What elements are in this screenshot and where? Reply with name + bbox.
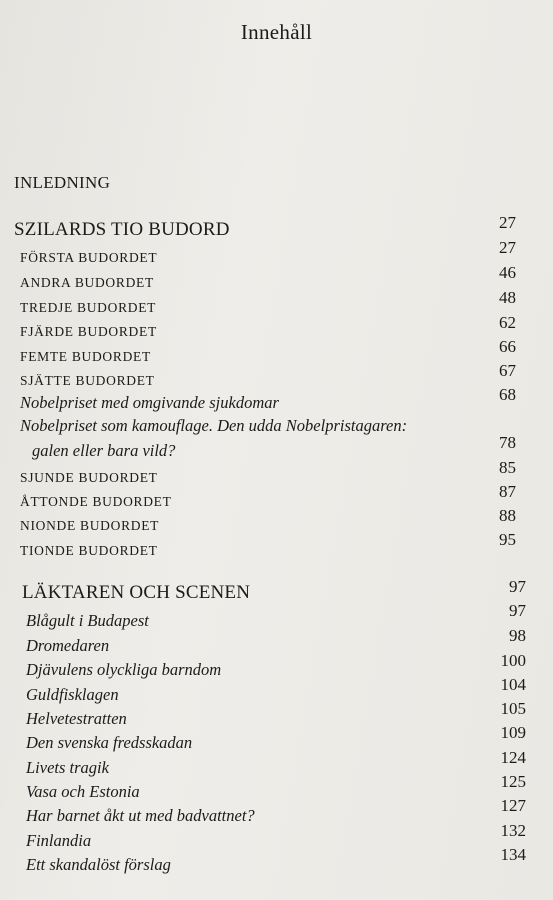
toc-entry-label: Ett skandalöst förslag [26,855,171,874]
toc-section-heading: LÄKTAREN OCH SCENEN [22,582,251,603]
toc-entry-page: 125 [500,772,526,791]
toc-section-page: 27 [499,213,516,232]
toc-entry-page: 85 [499,458,516,477]
toc-entry-label: Finlandia [26,831,92,850]
toc-entry-page: 132 [500,821,526,840]
toc-entry-label: Livets tragik [26,758,109,777]
toc-entry-page: 127 [500,796,526,815]
toc-entry-label: TIONDE BUDORDET [20,543,158,558]
toc-section-page: 97 [509,577,526,596]
toc-entry-page: 100 [500,651,526,670]
toc-entry-label: Djävulens olyckliga barndom [26,660,222,679]
toc-section-heading: SZILARDS TIO BUDORD [14,219,230,240]
toc-entry-page: 124 [500,748,526,767]
toc-entry-page: 105 [500,699,526,718]
toc-entry-page: 87 [499,482,516,501]
toc-entry-page: 109 [500,723,526,742]
toc-entry-label: galen eller bara vild? [32,441,176,460]
toc-entry-label: Helvetestratten [26,709,127,728]
toc-entry-page: 62 [499,313,516,332]
toc-entry-page: 97 [509,601,526,620]
toc-entry-label: FJÄRDE BUDORDET [20,324,157,339]
toc-entry-label: FEMTE BUDORDET [20,349,151,364]
toc-entry-label: ÅTTONDE BUDORDET [20,494,172,509]
toc-entry-label: Vasa och Estonia [26,782,140,801]
toc-introduction: INLEDNING [14,173,111,192]
toc-entry-page: 67 [499,361,516,380]
toc-entry-label: FÖRSTA BUDORDET [20,250,158,265]
toc-entry-label: Har barnet åkt ut med badvattnet? [26,806,255,825]
toc-entry-page: 66 [499,337,516,356]
toc-entry-label: Dromedaren [26,636,110,655]
toc-entry-page: 88 [499,506,516,525]
page-title: Innehåll [240,20,313,44]
toc-entry-label: Nobelpriset som kamouflage. Den udda Nobelpristagaren: [20,416,408,435]
toc-entry-label: TREDJE BUDORDET [20,300,157,315]
toc-entry-page: 27 [499,238,516,257]
toc-entry-page: 48 [499,288,516,307]
toc-entry-label: ANDRA BUDORDET [20,275,154,290]
toc-entry-label: Nobelpriset med omgivande sjukdomar [20,393,279,412]
toc-entry-label: Blågult i Budapest [26,611,149,630]
toc-entry-label: SJUNDE BUDORDET [20,470,158,485]
toc-entry-page: 68 [499,385,516,404]
toc-entry-label: Guldfisklagen [26,685,119,704]
toc-entry-label: Den svenska fredsskadan [26,733,193,752]
toc-entry-label: NIONDE BUDORDET [20,518,160,533]
toc-entry-page: 46 [499,263,516,282]
toc-entry-page: 78 [499,433,516,452]
toc-entry-page: 95 [499,530,516,549]
toc-entry-page: 104 [500,675,526,694]
toc-entry-page: 134 [500,845,526,864]
toc-entry-label: SJÄTTE BUDORDET [20,373,155,388]
toc-entry-page: 98 [509,626,526,645]
